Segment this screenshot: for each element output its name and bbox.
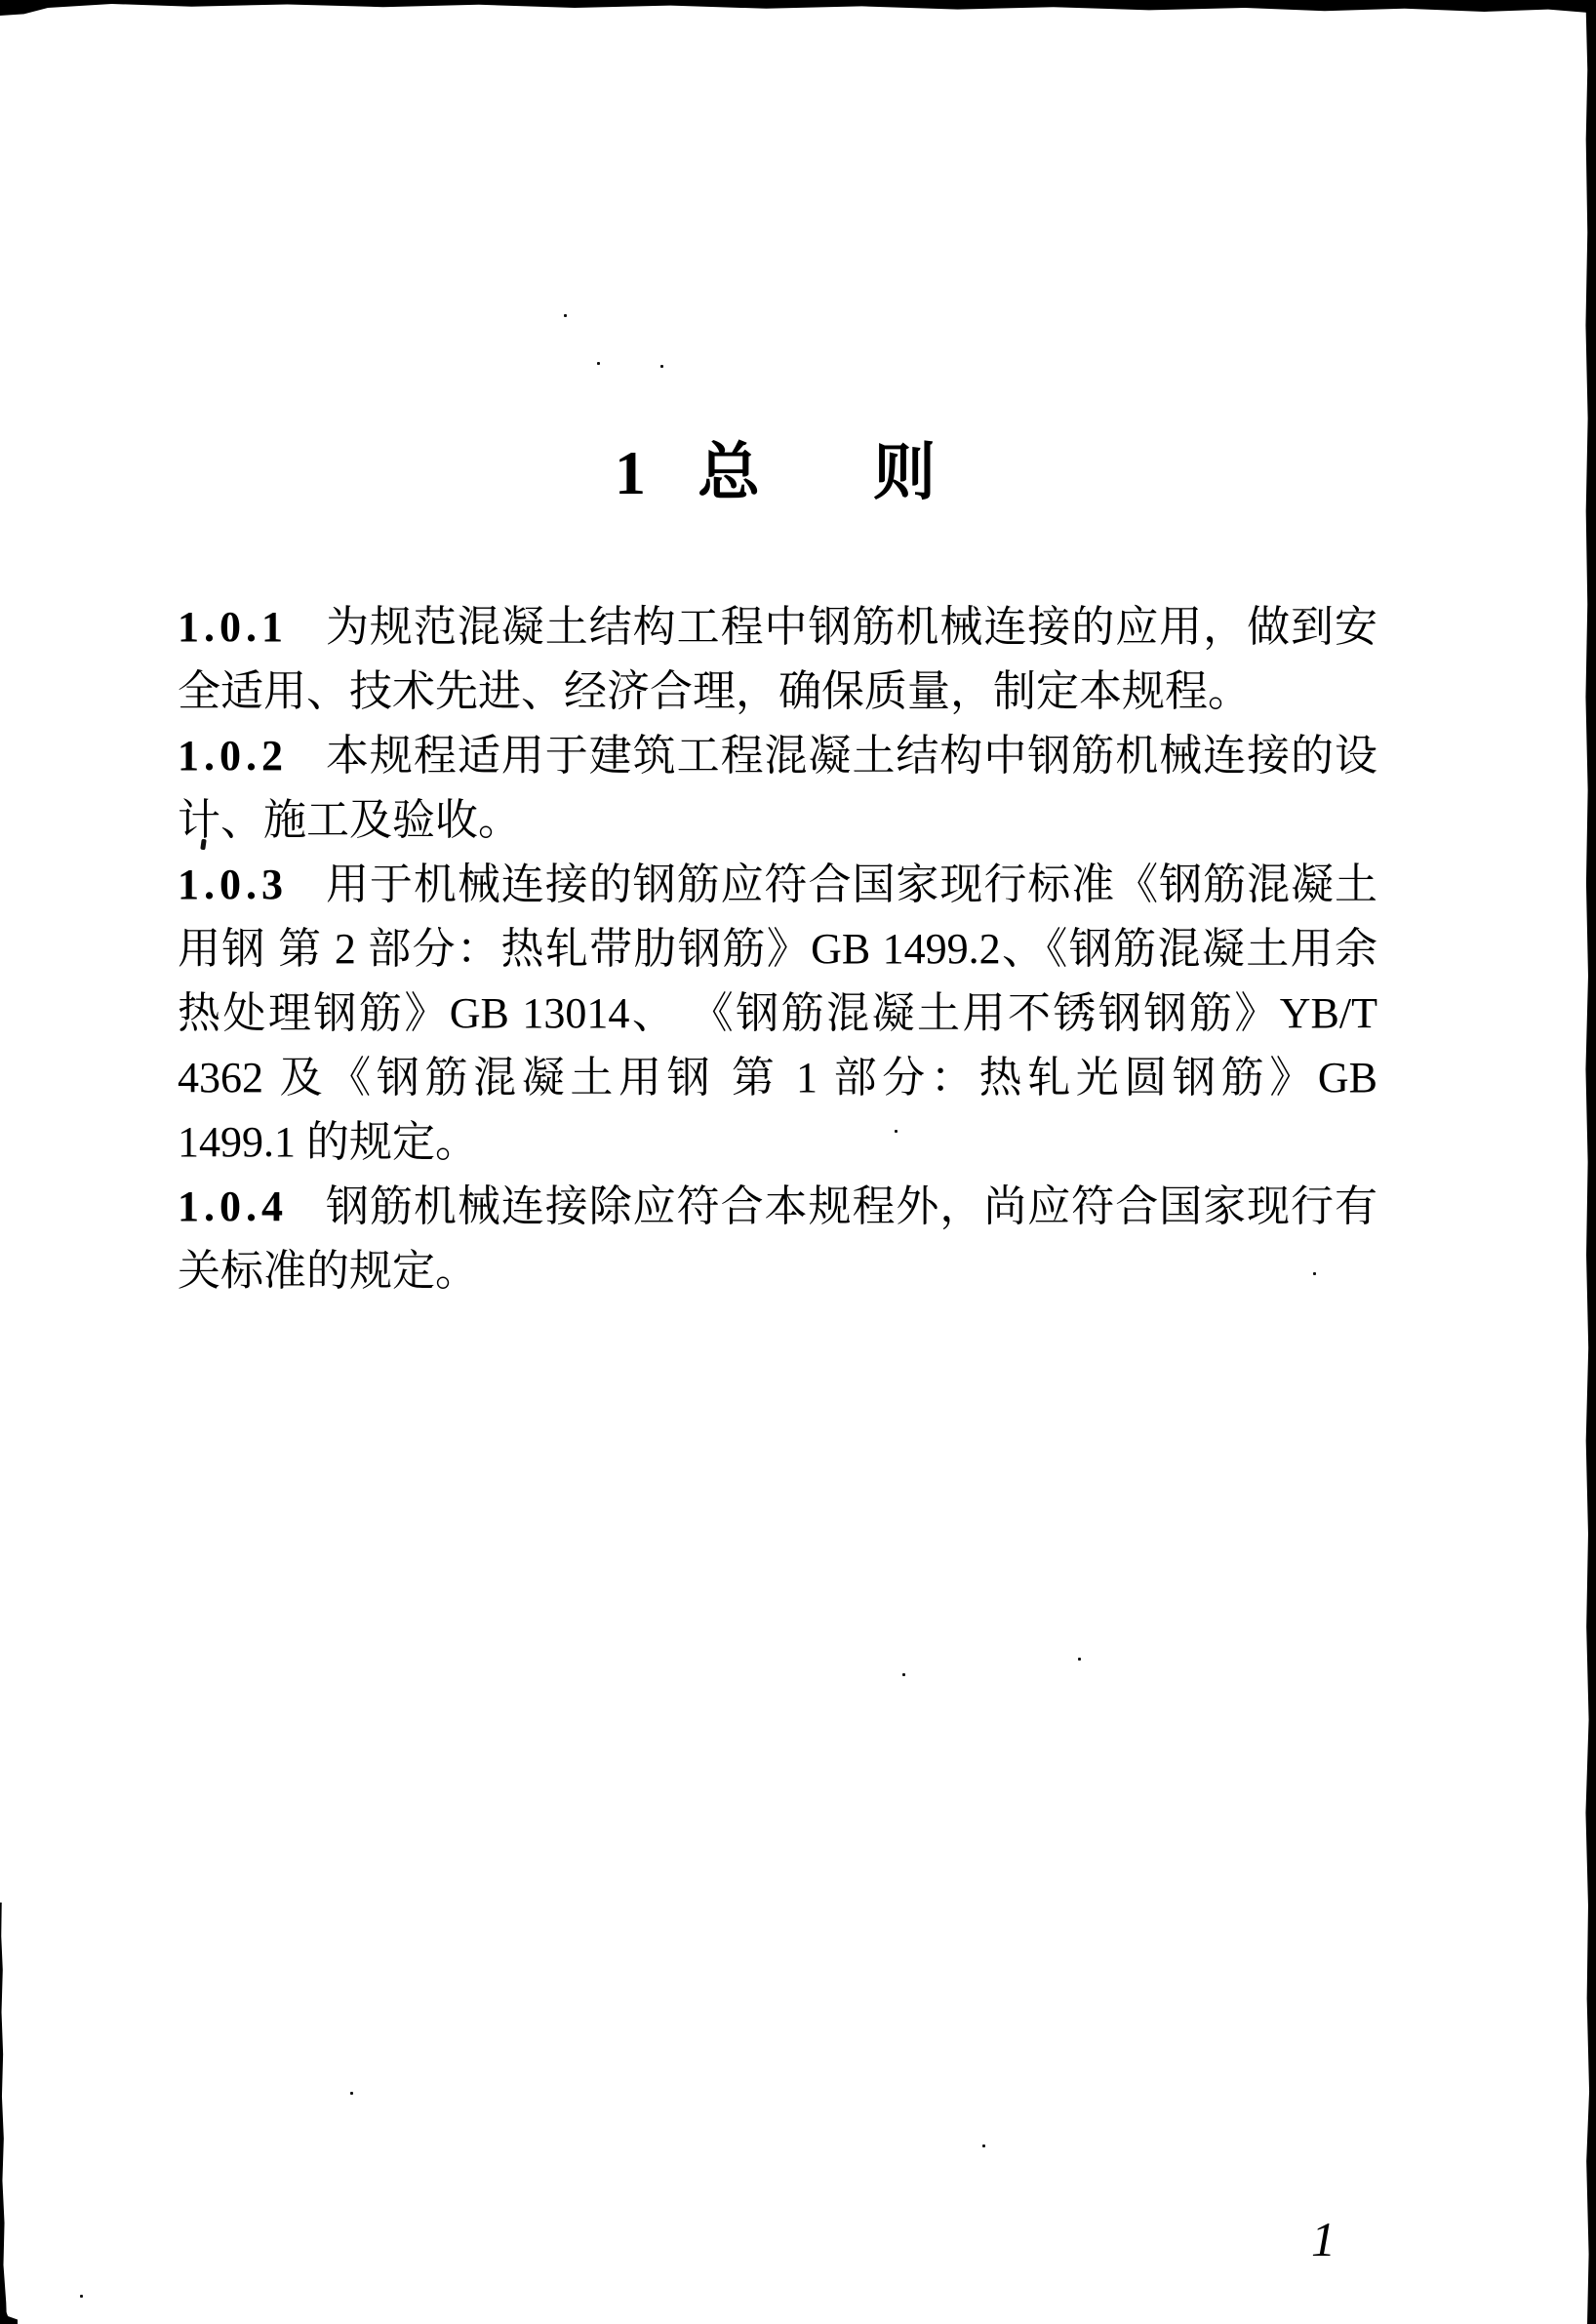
clause-text: 用钢 第 2 部分：热轧带肋钢筋》GB 1499.2、《钢筋混凝土用余 (178, 925, 1377, 973)
clause-line (178, 1046, 1377, 1110)
chapter-title (615, 439, 936, 507)
scan-speck (1078, 1658, 1081, 1661)
clause-text: 4362 及《钢筋混凝土用钢 第 1 部分：热轧光圆钢筋》GB (178, 1054, 1377, 1102)
clause-text: 热处理钢筋》GB 13014、 《钢筋混凝土用不锈钢钢筋》YB/T (178, 989, 1377, 1037)
scan-artifact-bottom-left-corner (0, 2308, 18, 2324)
scan-speck (902, 1673, 905, 1676)
clause-line (178, 853, 1377, 917)
clause-text: 钢筋机械连接除应符合本规程外，尚应符合国家现行有 (325, 1182, 1377, 1230)
clause-text: 计、施工及验收。 (178, 796, 521, 844)
clause-line (178, 724, 1377, 788)
clause-line (178, 917, 1377, 982)
clause-text: 关标准的规定。 (178, 1247, 478, 1295)
scan-speck (982, 2144, 985, 2147)
clause-line (178, 1239, 1377, 1303)
chapter-number: 1 (615, 438, 646, 507)
clause-text: 用于机械连接的钢筋应符合国家现行标准《钢筋混凝土 (325, 861, 1377, 908)
clauses-body (178, 595, 1377, 1303)
clause-line (178, 1110, 1377, 1175)
scan-speck (80, 2295, 83, 2298)
scan-artifact-left-edge (0, 1903, 7, 2324)
scan-artifact-right-edge (1584, 0, 1596, 2324)
clause-line (178, 660, 1377, 724)
chapter-title-char-1: 总 (698, 438, 760, 507)
clause-number: 1.0.4 (178, 1182, 288, 1230)
scan-speck (564, 314, 567, 317)
scan-speck (597, 362, 600, 365)
clause-line (178, 1175, 1377, 1239)
clause-number: 1.0.2 (178, 732, 288, 780)
clause-text: 1499.1 的规定。 (178, 1118, 478, 1166)
clause-line (178, 982, 1377, 1046)
clause-line (178, 595, 1377, 660)
clause-text: 为规范混凝土结构工程中钢筋机械连接的应用，做到安 (325, 603, 1377, 651)
clause-number: 1.0.1 (178, 603, 288, 651)
chapter-title-char-2: 则 (873, 438, 936, 507)
scan-speck (660, 365, 663, 368)
scan-artifact-top-edge (0, 0, 1596, 16)
clause-text: 本规程适用于建筑工程混凝土结构中钢筋机械连接的设 (325, 732, 1377, 780)
scan-speck (350, 2092, 353, 2095)
clause-line (178, 788, 1377, 853)
clause-number: 1.0.3 (178, 861, 288, 908)
clause-text: 全适用、技术先进、经济合理，确保质量，制定本规程。 (178, 667, 1251, 715)
page-number: 1 (1311, 2212, 1336, 2266)
